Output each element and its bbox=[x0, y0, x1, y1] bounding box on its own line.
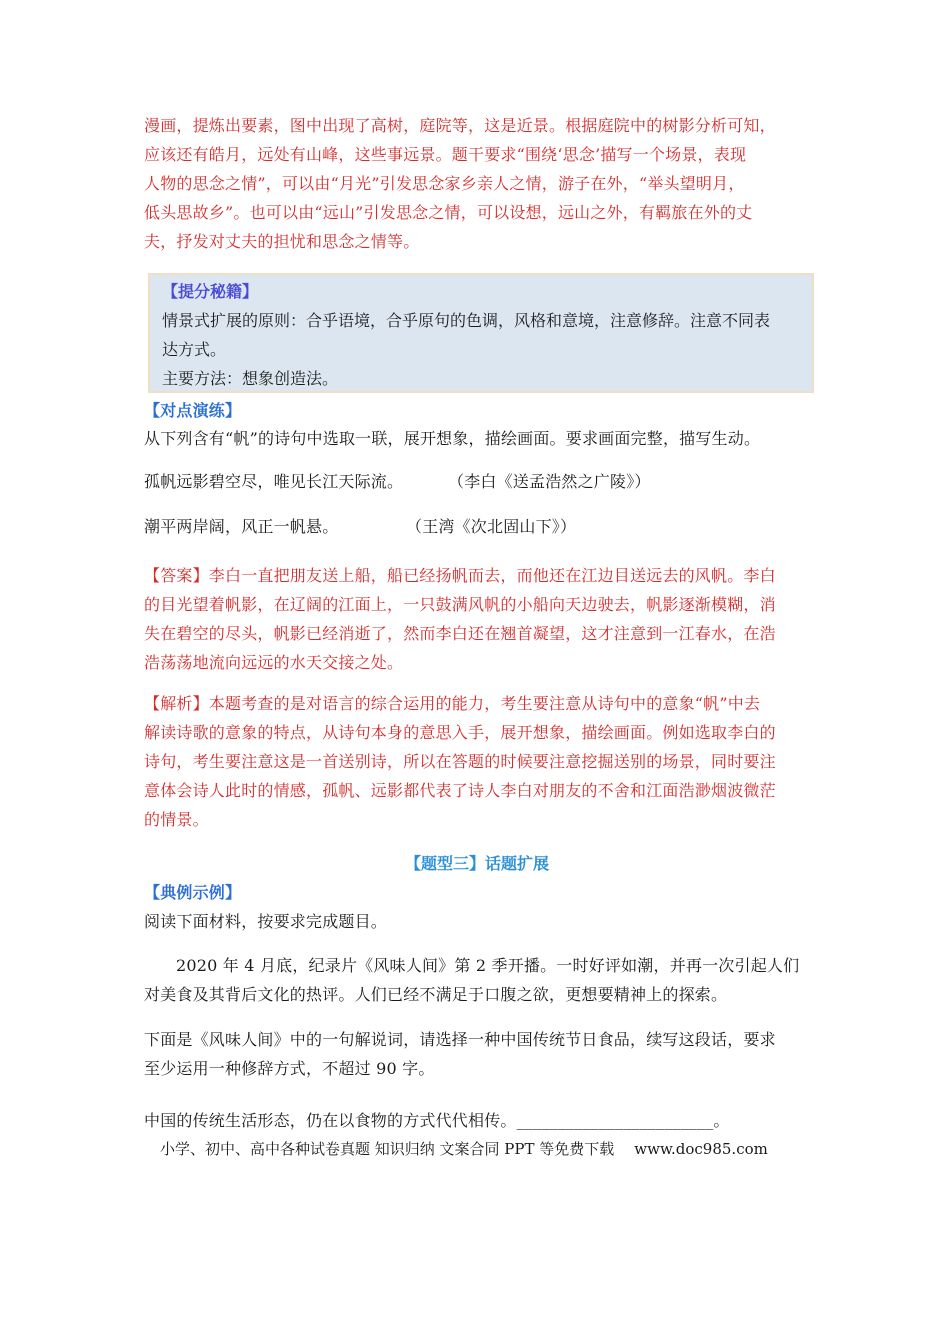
analysis-line-1: 【解析】本题考查的是对语言的综合运用的能力，考生要注意从诗句中的意象“帆”中去 bbox=[144, 694, 761, 713]
instruction-line: 阅读下面材料，按要求完成题目。 bbox=[144, 912, 388, 931]
poem-line-2: 潮平两岸阔，风正一帆悬。 bbox=[144, 517, 339, 536]
tips-box bbox=[148, 273, 814, 393]
intro-line-3: 人物的思念之情”，可以由“月光”引发思念家乡亲人之情，游子在外，“举头望明月， bbox=[144, 174, 745, 193]
poem-source-2: （王湾《次北固山下》） bbox=[406, 517, 577, 536]
practice-question: 从下列含有“帆”的诗句中选取一联，展开想象，描绘画面。要求画面完整，描写生动。 bbox=[144, 429, 761, 448]
analysis-line-4: 意体会诗人此时的情感，孤帆、远影都代表了诗人李白对朋友的不舍和江面浩渺烟波微茫 bbox=[144, 781, 776, 800]
poem-line-1: 孤帆远影碧空尽，唯见长江天际流。 bbox=[144, 472, 404, 491]
prompt-sentence: 中国的传统生活形态，仍在以食物的方式代代相传。________________________。 bbox=[144, 1111, 730, 1130]
analysis-line-5: 的情景。 bbox=[144, 810, 209, 829]
answer-line-3: 失在碧空的尽头，帆影已经消逝了，然而李白还在翘首凝望，这才注意到一江春水，在浩 bbox=[144, 624, 776, 643]
intro-line-4: 低头思故乡”。也可以由“远山”引发思念之情，可以设想，远山之外，有羁旅在外的丈 bbox=[144, 203, 753, 222]
footer-url[interactable]: www.doc985.com bbox=[634, 1140, 768, 1158]
task-line-2: 至少运用一种修辞方式，不超过 90 字。 bbox=[144, 1059, 435, 1078]
answer-line-2: 的目光望着帆影，在辽阔的江面上，一只鼓满风帆的小船向天边驶去，帆影逐渐模糊，消 bbox=[144, 595, 776, 614]
tips-line-3: 主要方法：想象创造法。 bbox=[162, 369, 339, 388]
poem-source-1: （李白《送孟浩然之广陵》） bbox=[448, 472, 651, 491]
footer-text: 小学、初中、高中各种试卷真题 知识归纳 文案合同 PPT 等免费下载 bbox=[160, 1140, 615, 1158]
intro-line-1: 漫画，提炼出要素，图中出现了高树，庭院等，这是近景。根据庭院中的树影分析可知， bbox=[144, 116, 776, 135]
tips-heading: 【提分秘籍】 bbox=[162, 282, 259, 301]
answer-line-1: 【答案】李白一直把朋友送上船，船已经扬帆而去，而他还在江边目送远去的风帆。李白 bbox=[144, 566, 776, 585]
example-heading: 【典例示例】 bbox=[144, 883, 242, 902]
analysis-line-3: 诗句，考生要注意这是一首送别诗，所以在答题的时候要注意挖掘送别的场景，同时要注 bbox=[144, 752, 776, 771]
answer-line-4: 浩荡荡地流向远远的水天交接之处。 bbox=[144, 653, 404, 672]
tips-line-2: 达方式。 bbox=[162, 340, 227, 359]
task-line-1: 下面是《风味人间》中的一句解说词，请选择一种中国传统节日食品，续写这段话，要求 bbox=[144, 1030, 776, 1049]
tips-line-1: 情景式扩展的原则：合乎语境，合乎原句的色调，风格和意境，注意修辞。注意不同表 bbox=[162, 311, 771, 330]
page-footer bbox=[160, 1135, 768, 1164]
intro-line-2: 应该还有皓月，远处有山峰，这些事远景。题干要求“围绕‘思念’描写一个场景，表现 bbox=[144, 145, 747, 164]
analysis-line-2: 解读诗歌的意象的特点，从诗句本身的意思入手，展开想象，描绘画面。例如选取李白的 bbox=[144, 723, 776, 742]
material-line-2: 对美食及其背后文化的热评。人们已经不满足于口腹之欲，更想要精神上的探索。 bbox=[144, 985, 728, 1004]
intro-line-5: 夫，抒发对丈夫的担忧和思念之情等。 bbox=[144, 232, 420, 251]
material-line-1: 2020 年 4 月底，纪录片《风味人间》第 2 季开播。一时好评如潮，并再一次引起人们 bbox=[176, 956, 800, 975]
section-title: 【题型三】话题扩展 bbox=[404, 854, 549, 873]
practice-heading: 【对点演练】 bbox=[144, 401, 242, 420]
